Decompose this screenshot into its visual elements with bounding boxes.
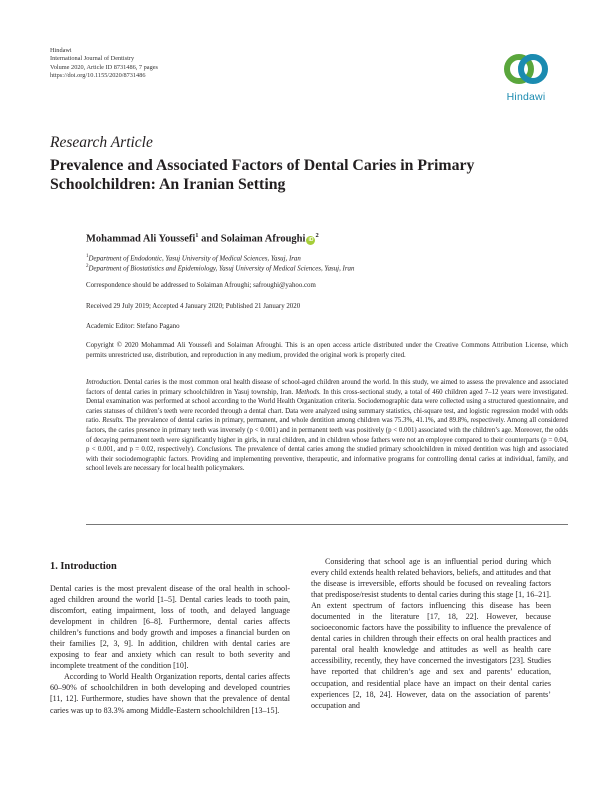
publication-dates: Received 29 July 2019; Accepted 4 January 2020; Published 21 January 2020 (86, 303, 301, 310)
doi-link[interactable]: https://doi.org/10.1155/2020/8731486 (50, 72, 146, 80)
abstract-results-text: The prevalence of dental caries in primary, permanent, and whole dentition among children was 75.3%, 41.1%, and 89.8%, respectively. Among all considered factors, the caries presence in primary teeth was inversely (p < 0.001) and in permanent teeth was positively (p < 0.001) associated with the children’s age. Moreover, the odds of decaying permanent teeth were significantly higher in girls, in rural children, and in children whose fathers were not an employee compared to their counterparts (p = 0.04, p < 0.001, and p = 0.02, respectively). (86, 417, 568, 454)
abstract (86, 378, 568, 474)
abstract-methods-text: In this cross-sectional study, a total of 460 children aged 7–12 years were investigated. Dental examination was performed at school according to the World Health Organization criteria. Sociodemographic data were collected using a structured questionnaire, and caries statuses of children’s teeth were recorded through a dental chart. Data were analyzed using summary statistics, chi-square test, and logistic regression model with odds ratio. (86, 388, 568, 425)
affiliation-marker: 2 (315, 232, 319, 239)
volume-info: Volume 2020, Article ID 8731486, 7 pages (50, 63, 158, 71)
article-type: Research Article (50, 134, 153, 151)
abstract-results-label: Results. (102, 417, 124, 425)
abstract-intro-text: Dental caries is the most common oral health disease of school-aged children around the world. In this study, we aimed to assess the prevalence and associated factors of dental caries in primary schoolchildren in Yasuj township, Iran. (86, 379, 568, 396)
logo-text: Hindawi (506, 91, 546, 103)
body-paragraph: Dental caries is the most prevalent disease of the oral health in school-aged children around the world [1–5]. Dental caries leads to tooth pain, discomfort, eating impairment, loss of tooth, and delayed language development in children [6–8]. Furthermore, dental caries affects children’s functions and body growth and imposes a financial burden on their families [2, 3, 9]. In addition, children with dental caries are exposing to fear and anxiety which can result to both severity and incomplete treatment of the condition [10]. (50, 584, 290, 671)
affiliation-text: Department of Endodontic, Yasuj University of Medical Sciences, Yasuj, Iran (88, 255, 301, 263)
hindawi-logo (497, 48, 555, 103)
affiliation-marker: 1 (195, 232, 199, 239)
article-title: Prevalence and Associated Factors of Dental Caries in Primary Schoolchildren: An Iranian Setting (50, 157, 475, 193)
journal-info (50, 47, 158, 81)
abstract-methods-label: Methods. (295, 388, 321, 396)
abstract-conclusions-label: Conclusions. (196, 446, 233, 454)
affiliation-2 (86, 262, 566, 273)
body-column-right (311, 556, 551, 711)
abstract-conclusions-text: The prevalence of dental caries among the studied primary schoolchildren in mixed dentition was high and associated with their sociodemographic factors. Providing and implementing preventive, therapeutic, and informative programs for controlling dental caries at individual, family, and school levels are necessary for local health policymakers. (86, 446, 568, 473)
publisher-name: Hindawi (50, 47, 72, 54)
body-column-left (50, 583, 290, 716)
author-conjunction: and (201, 233, 219, 245)
body-paragraph: According to World Health Organization reports, dental caries affects 60–90% of schoolchildren in both developing and developed countries [11, 12]. Furthermore, studies have shown that the prevalence of dental caries was up to 83.3% among Middle-Eastern schoolchildren [13–15]. (50, 672, 290, 715)
correspondence: Correspondence should be addressed to Solaiman Afroughi; safroughi@yahoo.com (86, 282, 316, 289)
journal-name: International Journal of Dentistry (50, 55, 135, 63)
abstract-divider (86, 524, 568, 525)
author-line (86, 232, 319, 245)
hindawi-rings-icon (501, 48, 551, 90)
author-name[interactable]: Mohammad Ali Youssefi (86, 233, 196, 245)
orcid-icon[interactable]: iD (308, 236, 314, 243)
academic-editor: Academic Editor: Stefano Pagano (86, 323, 180, 330)
body-paragraph: Considering that school age is an influential period during which every child extends health related behaviors, beliefs, and attitudes and that the disease is irreversible, efforts should be focused on revealing factors that predispose/resist students to dental caries during this stage [1, 16–21]. An extent spectrum of factors influencing this disease has been documented in the literature [17, 18, 22]. However, because socioeconomic factors have the possibility to influence the prevalence of dental caries in children through their effects on oral health practices and parental oral health knowledge and attitudes as well as health care accessibility, recently, they have concerned the investigators [23]. Studies have reported that children’s age and sex and parents’ education, occupation, and residential place have an impact on their dental caries experiences [2, 18, 24]. However, data on the association of parents’ occupation and (311, 557, 551, 710)
affiliation-number: 2 (86, 264, 89, 269)
copyright-notice: Copyright © 2020 Mohammad Ali Youssefi and Solaiman Afroughi. This is an open access article distributed under the Creative Commons Attribution License, which permits unrestricted use, distribution, and reproduction in any medium, provided the original work is properly cited. (86, 342, 568, 359)
author-name[interactable]: Solaiman Afroughi (220, 233, 306, 245)
affiliation-number: 1 (86, 254, 89, 259)
section-heading: 1. Introduction (50, 561, 117, 572)
affiliation-text: Department of Biostatistics and Epidemiology, Yasuj University of Medical Sciences, Yasuj, Iran (88, 265, 355, 273)
abstract-intro-label: Introduction. (86, 379, 122, 386)
